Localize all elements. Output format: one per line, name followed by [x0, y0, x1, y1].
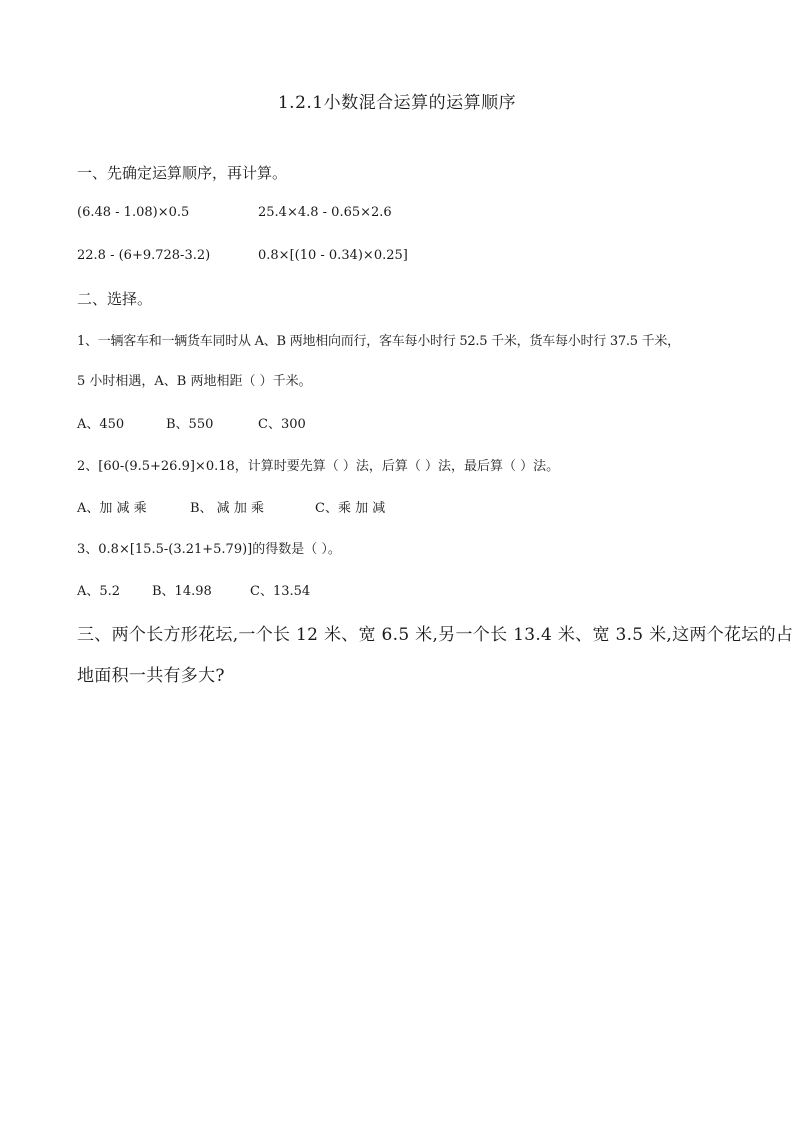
expression-1: (6.48 - 1.08)×0.5 [77, 205, 190, 220]
question-1-line-1: 1、一辆客车和一辆货车同时从 A、B 两地相向而行，客车每小时行 52.5 千米，货车每小时行 37.5 千米， [77, 334, 680, 349]
question-1-option-c: C、300 [258, 417, 306, 432]
section-2-heading: 二、选择。 [77, 290, 153, 308]
question-2-option-c: C、乘 加 减 [315, 501, 386, 516]
question-1-option-b: B、550 [166, 417, 214, 432]
expression-4: 0.8×[(10 - 0.34)×0.25] [258, 248, 408, 263]
expression-2: 25.4×4.8 - 0.65×2.6 [258, 205, 392, 220]
page-title: 1.2.1小数混合运算的运算顺序 [277, 93, 517, 113]
section-3-line-1: 三、两个长方形花坛,一个长 12 米、宽 6.5 米,另一个长 13.4 米、宽 3.5 米,这两个花坛的占 [77, 625, 794, 645]
expression-3: 22.8 - (6+9.728-3.2) [77, 248, 211, 263]
question-3-option-b: B、14.98 [152, 584, 212, 599]
question-3-option-c: C、13.54 [250, 584, 311, 599]
question-3-line-1: 3、0.8×[15.5-(3.21+5.79)]的得数是（ ）。 [77, 542, 341, 557]
question-2-option-a: A、加 减 乘 [77, 501, 147, 516]
question-1-option-a: A、450 [77, 417, 125, 432]
question-2-option-b: B、 减 加 乘 [190, 501, 264, 516]
question-1-line-2: 5 小时相遇，A、B 两地相距（ ）千米。 [77, 374, 312, 389]
section-1-heading: 一、先确定运算顺序，再计算。 [77, 164, 288, 182]
section-3-line-2: 地面积一共有多大? [77, 666, 225, 686]
question-3-option-a: A、5.2 [77, 584, 121, 599]
question-2-line-1: 2、[60-(9.5+26.9]×0.18，计算时要先算（ ）法，后算（ ）法，最后算（ ）法。 [77, 459, 560, 474]
